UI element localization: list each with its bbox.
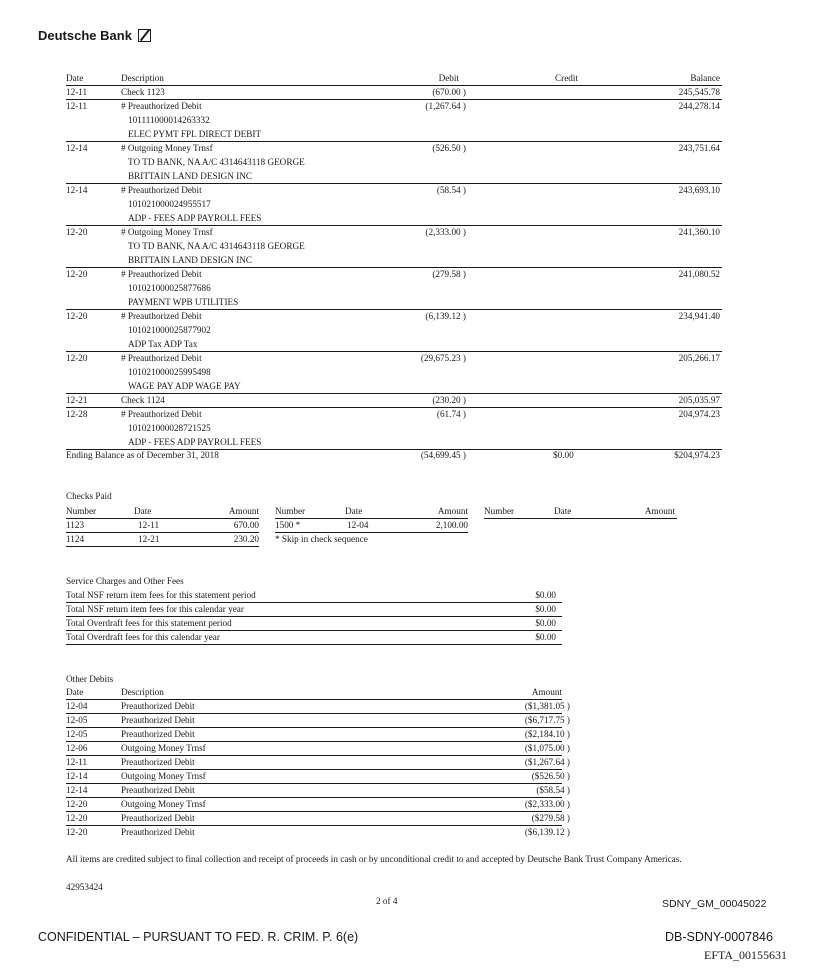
check-number: 1124 bbox=[66, 534, 85, 544]
other-debit-date: 12-04 bbox=[66, 701, 88, 711]
checks-col-amount: Amount bbox=[228, 506, 259, 516]
col-description: Description bbox=[121, 73, 164, 83]
transaction-balance: 205,266.17 bbox=[678, 353, 720, 363]
checks-header-2 bbox=[275, 506, 468, 519]
od-col-date: Date bbox=[66, 687, 84, 697]
transaction-description: # Preauthorized Debit bbox=[121, 185, 202, 195]
other-debit-description: Preauthorized Debit bbox=[121, 701, 195, 711]
checks-col-date: Date bbox=[345, 506, 363, 516]
checks-col-date: Date bbox=[134, 506, 152, 516]
transaction-date: 12-21 bbox=[66, 395, 88, 405]
other-debit-row bbox=[66, 715, 570, 728]
transaction-description: 101021000024955517 bbox=[128, 199, 211, 209]
bank-name: Deutsche Bank bbox=[38, 28, 132, 43]
fee-value: $0.00 bbox=[535, 618, 556, 628]
transaction-date: 12-20 bbox=[66, 353, 88, 363]
other-debit-row bbox=[66, 799, 570, 812]
checks-col-number: Number bbox=[275, 506, 306, 516]
transaction-debit: (2,333.00 ) bbox=[425, 227, 466, 237]
fee-label: Total NSF return item fees for this calendar year bbox=[66, 604, 244, 614]
other-debit-description: Outgoing Money Trnsf bbox=[121, 743, 206, 753]
other-debit-amount: ($1,075.00 ) bbox=[524, 743, 570, 753]
transaction-description: WAGE PAY ADP WAGE PAY bbox=[128, 381, 241, 391]
other-debit-amount: ($1,267.64 ) bbox=[524, 757, 570, 767]
other-debit-description: Preauthorized Debit bbox=[121, 813, 195, 823]
transaction-description: BRITTAIN LAND DESIGN INC bbox=[128, 171, 253, 181]
transaction-row bbox=[66, 409, 722, 450]
transaction-description: # Outgoing Money Trnsf bbox=[121, 143, 213, 153]
other-debit-description: Preauthorized Debit bbox=[121, 785, 195, 795]
transaction-debit: (58.54 ) bbox=[436, 185, 466, 195]
fee-row bbox=[66, 618, 562, 631]
other-debit-description: Outgoing Money Trnsf bbox=[121, 799, 206, 809]
other-debit-amount: ($526.50 ) bbox=[531, 771, 570, 781]
transaction-debit: (279.58 ) bbox=[432, 269, 466, 279]
other-debit-date: 12-05 bbox=[66, 729, 88, 739]
other-debit-amount: ($58.54 ) bbox=[536, 785, 570, 795]
transaction-date: 12-11 bbox=[66, 101, 88, 111]
other-debit-row bbox=[66, 813, 570, 826]
check-row bbox=[275, 520, 468, 533]
checks-col-date: Date bbox=[554, 506, 572, 516]
transaction-date: 12-28 bbox=[66, 409, 88, 419]
fee-row bbox=[66, 632, 562, 645]
ending-balance: $204,974.23 bbox=[674, 450, 720, 460]
other-debit-row bbox=[66, 785, 570, 798]
transaction-description: 101021000025877686 bbox=[128, 283, 211, 293]
other-debit-row bbox=[66, 757, 570, 770]
other-debit-amount: ($1,381.05 ) bbox=[524, 701, 570, 711]
other-debit-description: Preauthorized Debit bbox=[121, 729, 195, 739]
transaction-description: # Preauthorized Debit bbox=[121, 311, 202, 321]
other-debit-row bbox=[66, 771, 570, 784]
check-date: 12-21 bbox=[138, 534, 160, 544]
check-sequence-note: * Skip in check sequence bbox=[275, 534, 368, 544]
transaction-date: 12-14 bbox=[66, 185, 88, 195]
other-debit-date: 12-14 bbox=[66, 771, 88, 781]
other-debit-row bbox=[66, 827, 570, 839]
transaction-debit: (670.00 ) bbox=[432, 87, 466, 97]
transaction-description: PAYMENT WPB UTILITIES bbox=[128, 297, 239, 307]
disclaimer: All items are credited subject to final collection and receipt of proceeds in cash or by unconditional credit to and accepted by Deutsche Bank Trust Company Americas. bbox=[66, 854, 682, 864]
fee-value: $0.00 bbox=[535, 632, 556, 642]
fee-row bbox=[66, 590, 562, 603]
transaction-description: # Outgoing Money Trnsf bbox=[121, 227, 213, 237]
transaction-balance: 243,751.64 bbox=[678, 143, 720, 153]
checks-col-amount: Amount bbox=[644, 506, 675, 516]
transaction-description: ADP - FEES ADP PAYROLL FEES bbox=[128, 437, 262, 447]
other-debit-date: 12-20 bbox=[66, 827, 88, 837]
account-code: 42953424 bbox=[66, 882, 103, 892]
transaction-balance: 243,693.10 bbox=[678, 185, 720, 195]
transaction-description: BRITTAIN LAND DESIGN INC bbox=[128, 255, 253, 265]
transactions-header bbox=[66, 73, 722, 86]
other-debit-row bbox=[66, 701, 570, 714]
transaction-description: Check 1124 bbox=[121, 395, 165, 405]
other-debit-amount: ($2,184.10 ) bbox=[524, 729, 570, 739]
bank-logo bbox=[38, 28, 151, 43]
transaction-debit: (526.50 ) bbox=[432, 143, 466, 153]
transaction-date: 12-11 bbox=[66, 87, 88, 97]
other-debit-amount: ($6,717.75 ) bbox=[524, 715, 570, 725]
other-debit-amount: ($279.58 ) bbox=[531, 813, 570, 823]
other-debit-amount: ($6,139.12 ) bbox=[524, 827, 570, 837]
ending-credit: $0.00 bbox=[553, 450, 574, 460]
transaction-row bbox=[66, 143, 722, 184]
check-date: 12-04 bbox=[347, 520, 369, 530]
transaction-debit: (61.74 ) bbox=[436, 409, 466, 419]
transaction-debit: (230.20 ) bbox=[432, 395, 466, 405]
check-amount: 2,100.00 bbox=[435, 520, 468, 530]
transaction-row bbox=[66, 185, 722, 226]
check-amount: 670.00 bbox=[233, 520, 259, 530]
other-debit-date: 12-14 bbox=[66, 785, 88, 795]
checks-header-1 bbox=[66, 506, 259, 519]
check-row bbox=[66, 534, 259, 547]
transaction-row bbox=[66, 101, 722, 142]
transaction-description: 101021000025995498 bbox=[128, 367, 211, 377]
other-debit-date: 12-06 bbox=[66, 743, 88, 753]
fee-row bbox=[66, 604, 562, 617]
other-debit-row bbox=[66, 729, 570, 742]
other-debit-date: 12-20 bbox=[66, 813, 88, 823]
transaction-date: 12-20 bbox=[66, 311, 88, 321]
other-debit-date: 12-11 bbox=[66, 757, 88, 767]
transaction-description: ADP - FEES ADP PAYROLL FEES bbox=[128, 213, 262, 223]
transaction-row bbox=[66, 269, 722, 310]
fee-label: Total Overdraft fees for this calendar year bbox=[66, 632, 220, 642]
ending-label: Ending Balance as of December 31, 2018 bbox=[66, 450, 219, 460]
ending-debit: (54,699.45 ) bbox=[420, 450, 466, 460]
transaction-row bbox=[66, 87, 722, 100]
fee-value: $0.00 bbox=[535, 590, 556, 600]
check-row bbox=[66, 520, 259, 533]
transaction-description: Check 1123 bbox=[121, 87, 165, 97]
transaction-date: 12-20 bbox=[66, 269, 88, 279]
transaction-date: 12-14 bbox=[66, 143, 88, 153]
transaction-row bbox=[66, 353, 722, 394]
od-col-amount: Amount bbox=[531, 687, 562, 697]
page-number: 2 of 4 bbox=[376, 896, 398, 906]
fee-label: Total NSF return item fees for this statement period bbox=[66, 590, 256, 600]
confidential-footer: CONFIDENTIAL – PURSUANT TO FED. R. CRIM. P. 6(e) bbox=[38, 930, 359, 944]
bates-number-3: EFTA_00155631 bbox=[704, 948, 788, 962]
fee-label: Total Overdraft fees for this statement period bbox=[66, 618, 232, 628]
transaction-debit: (29,675.23 ) bbox=[420, 353, 466, 363]
other-debit-description: Preauthorized Debit bbox=[121, 715, 195, 725]
transaction-description: ELEC PYMT FPL DIRECT DEBIT bbox=[128, 129, 262, 139]
checks-header-3 bbox=[484, 506, 677, 519]
od-col-description: Description bbox=[121, 687, 164, 697]
fee-value: $0.00 bbox=[535, 604, 556, 614]
col-date: Date bbox=[66, 73, 84, 83]
transaction-description: TO TD BANK, NA A/C 4314643118 GEORGE bbox=[128, 157, 305, 167]
transaction-balance: 204,974.23 bbox=[678, 409, 720, 419]
transaction-description: # Preauthorized Debit bbox=[121, 353, 202, 363]
transaction-description: # Preauthorized Debit bbox=[121, 101, 202, 111]
transaction-description: 101021000028721525 bbox=[128, 423, 211, 433]
other-debit-description: Outgoing Money Trnsf bbox=[121, 771, 206, 781]
check-number: 1500 * bbox=[275, 520, 301, 530]
col-credit: Credit bbox=[555, 73, 578, 83]
transaction-description: # Preauthorized Debit bbox=[121, 409, 202, 419]
transaction-balance: 241,360.10 bbox=[678, 227, 720, 237]
other-debits-title: Other Debits bbox=[66, 674, 114, 684]
transaction-debit: (6,139.12 ) bbox=[425, 311, 466, 321]
ending-balance-row bbox=[66, 450, 722, 462]
other-debit-amount: ($2,333.00 ) bbox=[524, 799, 570, 809]
bates-number-2: DB-SDNY-0007846 bbox=[665, 930, 773, 944]
checks-col-number: Number bbox=[484, 506, 515, 516]
other-debit-description: Preauthorized Debit bbox=[121, 757, 195, 767]
transaction-balance: 245,545.78 bbox=[678, 87, 720, 97]
transaction-balance: 244,278.14 bbox=[678, 101, 720, 111]
other-debit-date: 12-20 bbox=[66, 799, 88, 809]
transaction-description: 101021000025877902 bbox=[128, 325, 211, 335]
service-charges-title: Service Charges and Other Fees bbox=[66, 576, 184, 586]
checks-col-number: Number bbox=[66, 506, 97, 516]
check-date: 12-11 bbox=[138, 520, 160, 530]
other-debit-row bbox=[66, 743, 570, 756]
transaction-balance: 234,941.40 bbox=[678, 311, 720, 321]
other-debit-description: Preauthorized Debit bbox=[121, 827, 195, 837]
transaction-row bbox=[66, 395, 722, 408]
checks-col-amount: Amount bbox=[437, 506, 468, 516]
col-balance: Balance bbox=[690, 73, 720, 83]
transaction-debit: (1,267.64 ) bbox=[425, 101, 466, 111]
transaction-row bbox=[66, 311, 722, 352]
transaction-description: TO TD BANK, NA A/C 4314643118 GEORGE bbox=[128, 241, 305, 251]
deutsche-bank-slash-icon bbox=[138, 29, 151, 42]
checks-paid-title: Checks Paid bbox=[66, 491, 112, 501]
transaction-description: ADP Tax ADP Tax bbox=[128, 339, 198, 349]
col-debit: Debit bbox=[438, 73, 459, 83]
transaction-balance: 205,035.97 bbox=[678, 395, 720, 405]
other-debit-date: 12-05 bbox=[66, 715, 88, 725]
check-amount: 230.20 bbox=[233, 534, 259, 544]
transaction-description: 101111000014263332 bbox=[128, 115, 210, 125]
bates-number-1: SDNY_GM_00045022 bbox=[662, 898, 767, 910]
transaction-description: # Preauthorized Debit bbox=[121, 269, 202, 279]
other-debits-header bbox=[66, 687, 562, 700]
transaction-balance: 241,080.52 bbox=[678, 269, 720, 279]
check-number: 1123 bbox=[66, 520, 85, 530]
transaction-date: 12-20 bbox=[66, 227, 88, 237]
transaction-row bbox=[66, 227, 722, 268]
